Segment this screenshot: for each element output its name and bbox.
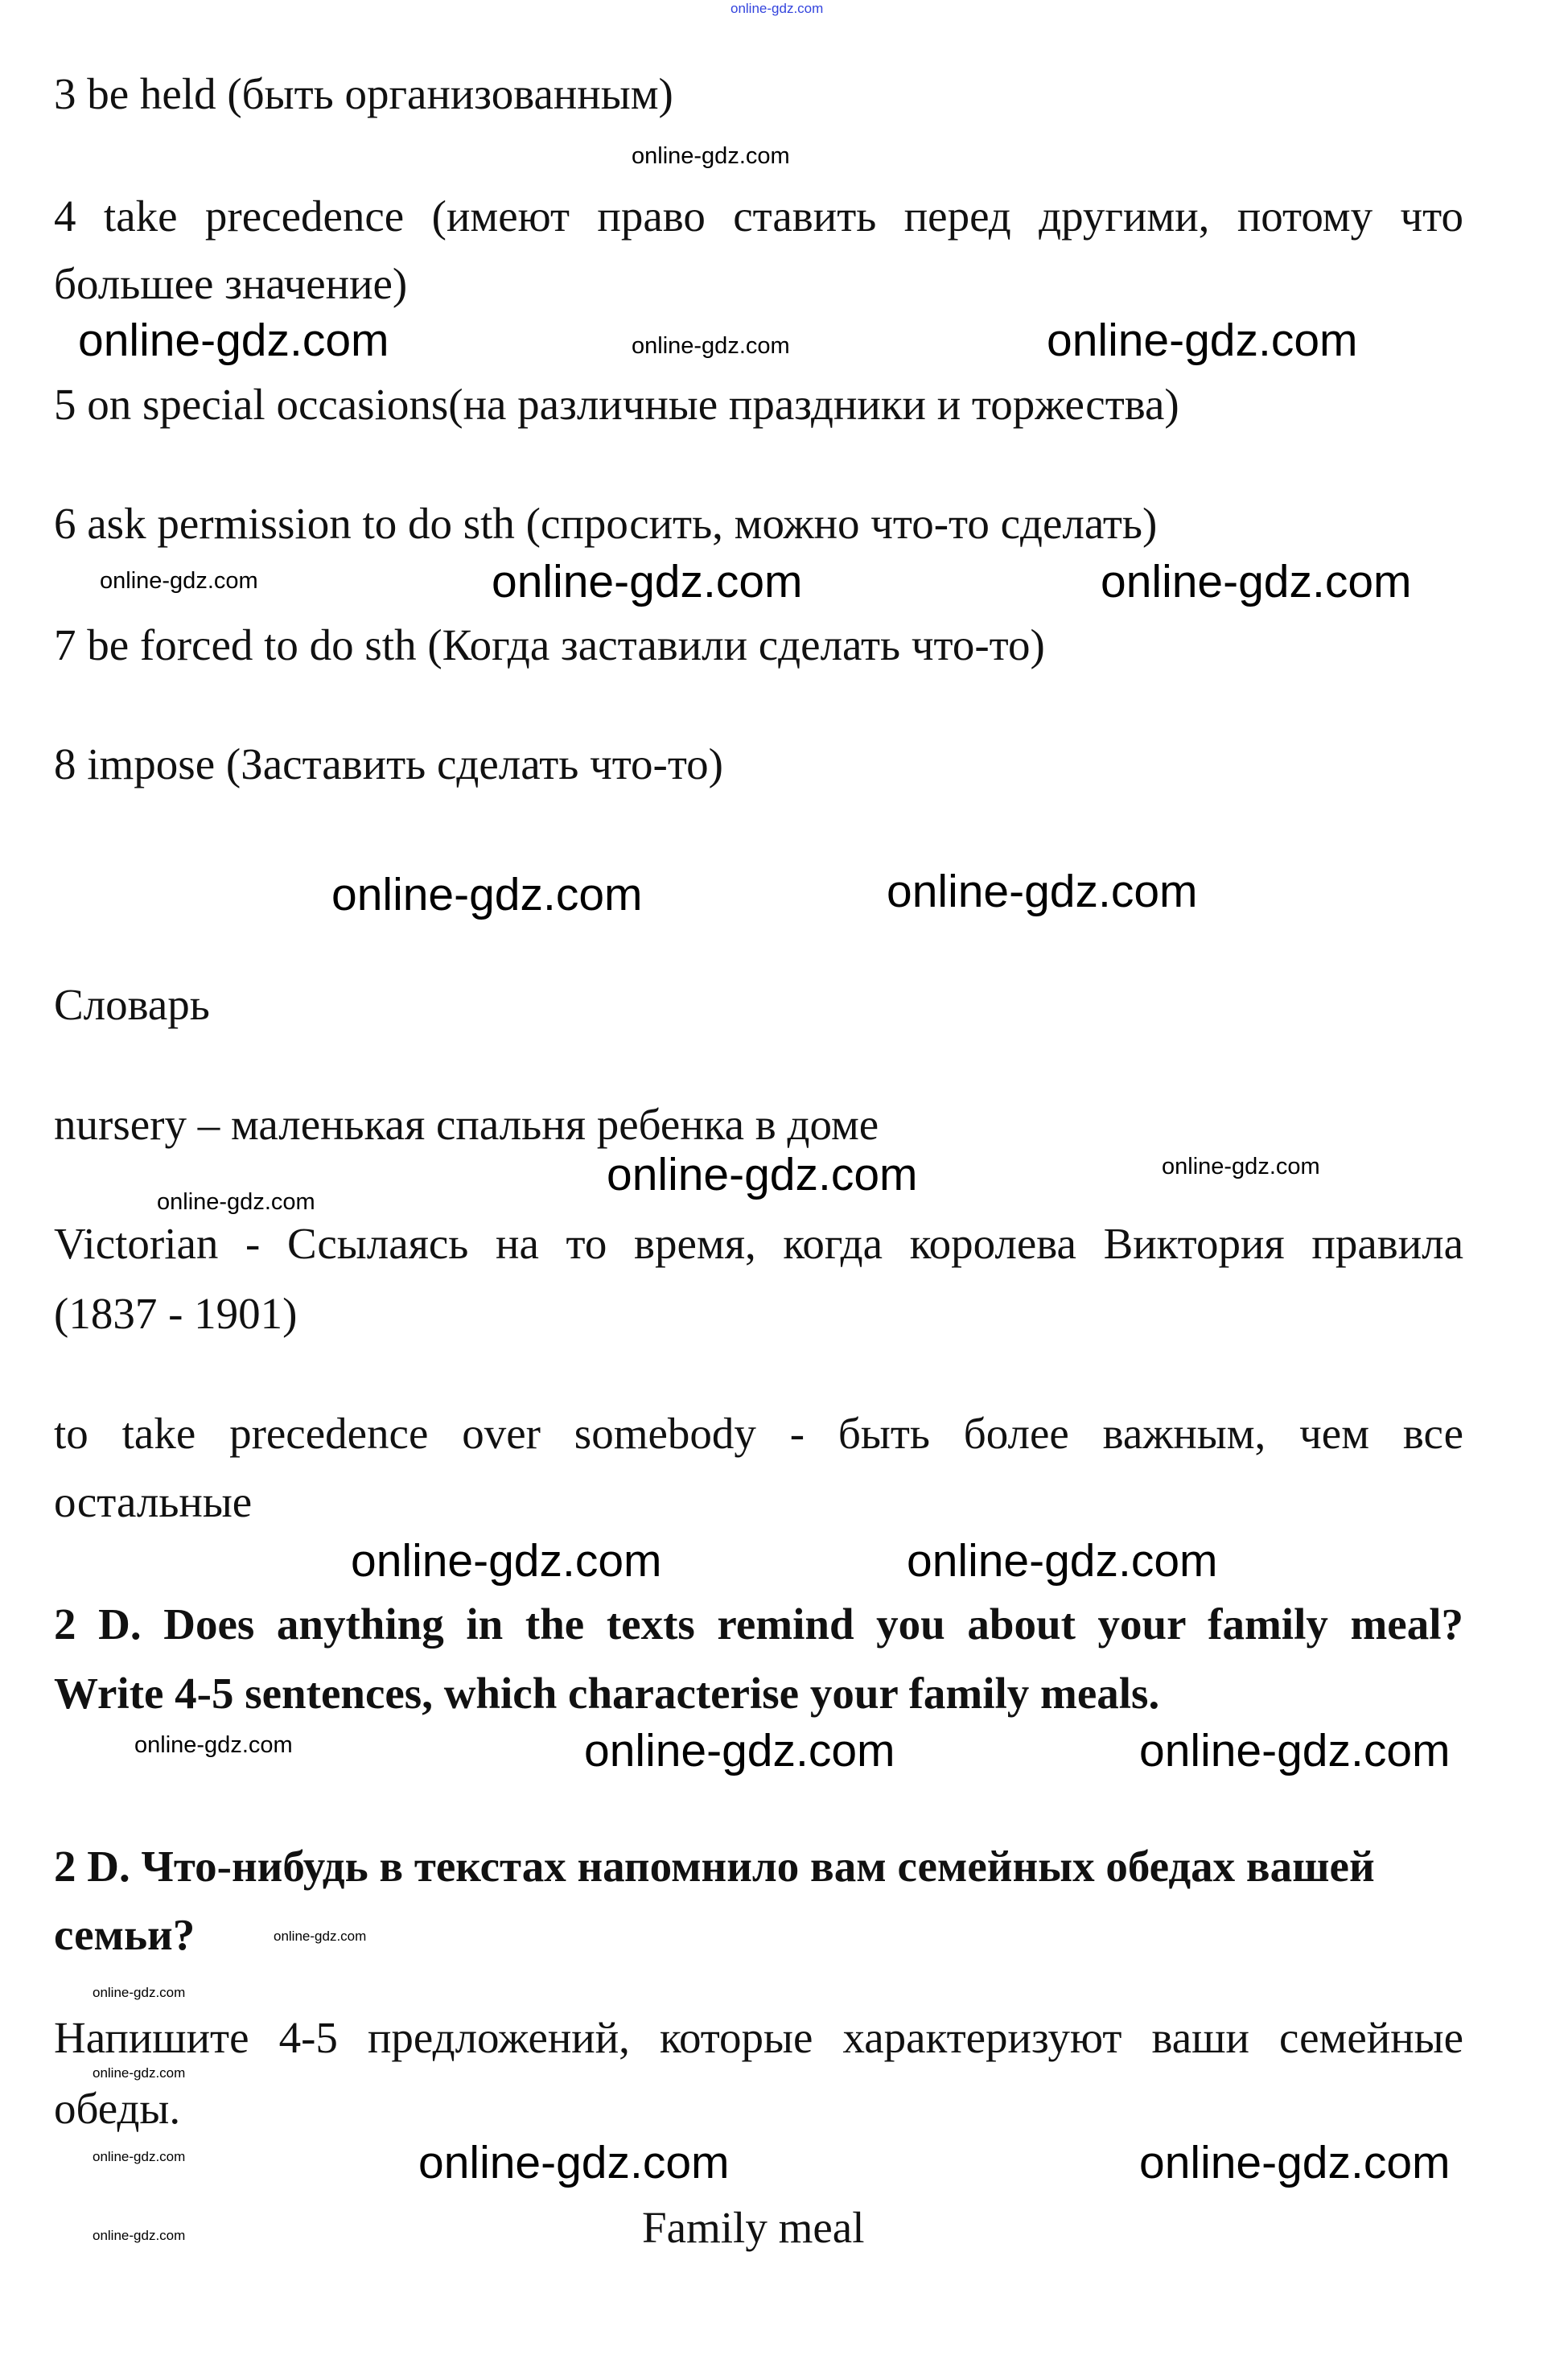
watermark: online-gdz.com [157,1189,315,1215]
glossary-victorian-cont: (1837 - 1901) [54,1289,298,1338]
watermark: online-gdz.com [1162,1154,1320,1179]
watermark: online-gdz.com [1047,315,1358,366]
vocab-item-5: 5 on special occasions(на различные праздники и торжества) [54,380,1179,429]
watermark: online-gdz.com [274,1929,367,1944]
watermark: online-gdz.com [1101,556,1412,607]
task-ru-instruction: Напишите 4-5 предложений, которые характеризуют ваши семейные [54,2013,1463,2062]
watermark: online-gdz.com [100,568,258,594]
watermark: online-gdz.com [134,1732,293,1758]
task-ru-heading: 2 D. Что-нибудь в текстах напомнило вам семейных обедах вашей [54,1842,1375,1891]
task-ru-instruction-cont: обеды. [54,2084,181,2133]
watermark: online-gdz.com [632,333,790,359]
watermark: online-gdz.com [78,315,389,366]
glossary-precedence-cont: остальные [54,1477,253,1526]
vocab-item-4-cont: большее значение) [54,259,408,308]
watermark: online-gdz.com [93,2065,186,2081]
watermark: online-gdz.com [632,143,790,169]
glossary-nursery: nursery – маленькая спальня ребенка в доме [54,1100,879,1149]
vocab-item-4: 4 take precedence (имеют право ставить перед другими, потому что [54,191,1463,241]
watermark: online-gdz.com [584,1725,895,1776]
watermark: online-gdz.com [1139,1725,1451,1776]
watermark: online-gdz.com [418,2137,730,2188]
watermark-top: online-gdz.com [730,1,824,16]
task-en-heading: 2 D. Does anything in the texts remind you about your family meal? [54,1599,1463,1649]
glossary-title: Словарь [54,980,210,1029]
watermark: online-gdz.com [1139,2137,1451,2188]
watermark: online-gdz.com [887,866,1198,917]
watermark: online-gdz.com [907,1535,1218,1587]
watermark: online-gdz.com [93,2149,186,2164]
glossary-precedence: to take precedence over somebody - быть более важным, чем все [54,1409,1463,1458]
essay-title: Family meal [642,2203,865,2252]
vocab-item-6: 6 ask permission to do sth (спросить, можно что-то сделать) [54,499,1158,548]
watermark: online-gdz.com [351,1535,662,1587]
vocab-item-3: 3 be held (быть организованным) [54,69,673,118]
watermark: online-gdz.com [93,1985,186,2000]
task-ru-heading-cont: семьи? [54,1910,195,1959]
task-en-heading-cont: Write 4-5 sentences, which characterise your family meals. [54,1669,1160,1718]
glossary-victorian: Victorian - Ссылаясь на то время, когда королева Виктория правила [54,1219,1463,1268]
watermark: online-gdz.com [607,1149,918,1200]
vocab-item-8: 8 impose (Заставить сделать что-то) [54,739,723,788]
watermark: online-gdz.com [331,869,643,920]
vocab-item-7: 7 be forced to do sth (Когда заставили сделать что-то) [54,620,1045,669]
watermark: online-gdz.com [492,556,803,607]
watermark: online-gdz.com [93,2228,186,2243]
